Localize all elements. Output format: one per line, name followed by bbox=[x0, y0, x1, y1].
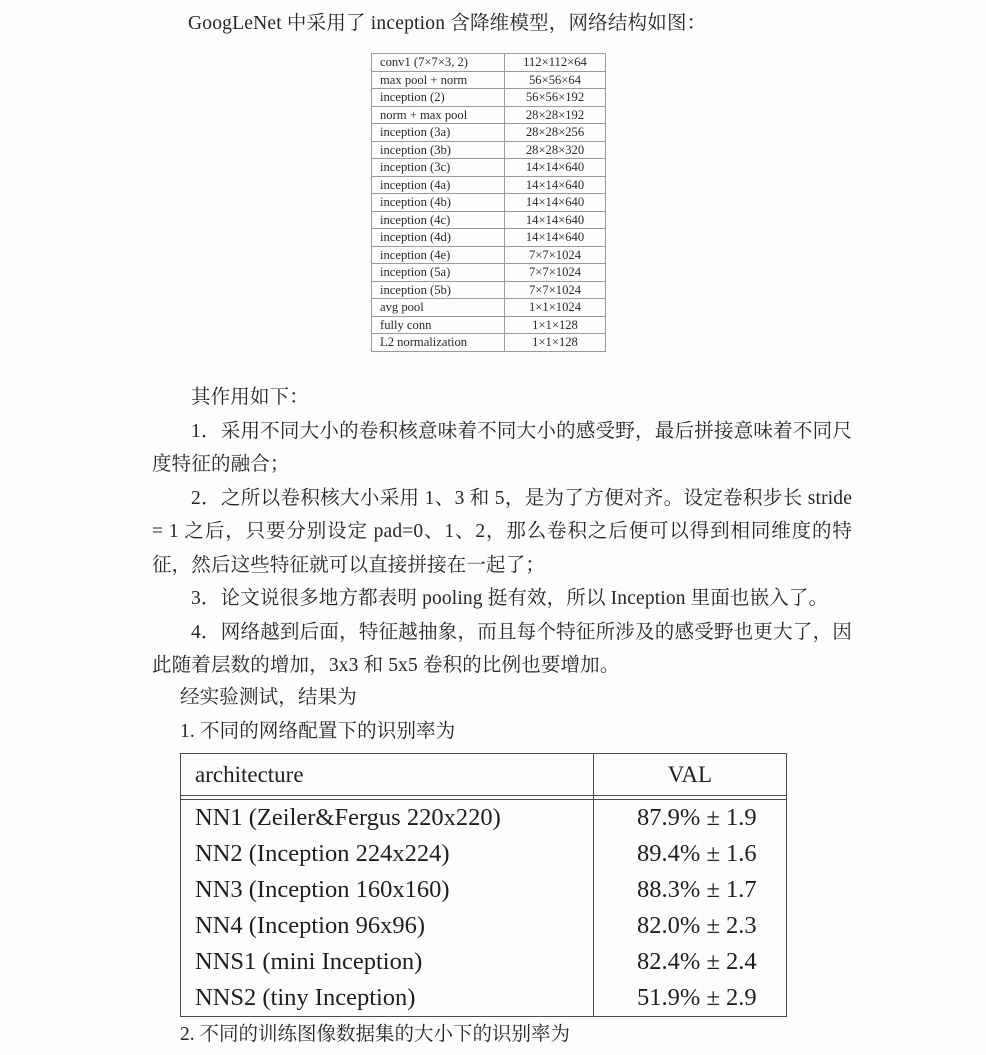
table-row bbox=[372, 159, 606, 177]
arch-shape-cell: 14×14×640 bbox=[505, 159, 606, 177]
val-results-table-container bbox=[180, 753, 787, 1017]
arch-layer-cell: avg pool bbox=[372, 299, 505, 317]
arch-layer-cell: max pool + norm bbox=[372, 71, 505, 89]
arch-layer-cell: norm + max pool bbox=[372, 106, 505, 124]
val-score-cell: 88.3% ± 1.7 bbox=[593, 872, 786, 908]
table-row bbox=[181, 980, 787, 1017]
explanation-paragraph-2: 2．之所以卷积核大小采用 1、3 和 5，是为了方便对齐。设定卷积步长 stride = 1 之后，只要分别设定 pad=0、1、2，那么卷积之后便可以得到相同维度的特征，然后这些特征就可以直接拼接在一起了； bbox=[152, 487, 852, 576]
val-architecture-cell: NN1 (Zeiler&Fergus 220x220) bbox=[181, 800, 594, 837]
arch-shape-cell: 56×56×64 bbox=[505, 71, 606, 89]
arch-shape-cell: 7×7×1024 bbox=[505, 281, 606, 299]
table-row bbox=[372, 316, 606, 334]
arch-layer-cell: inception (4b) bbox=[372, 194, 505, 212]
val-score-cell: 82.0% ± 2.3 bbox=[593, 908, 786, 944]
table-row bbox=[372, 299, 606, 317]
experiment-lead: 经实验测试，结果为 bbox=[180, 687, 357, 708]
table-row bbox=[181, 944, 787, 980]
explanation-paragraph-1: 1．采用不同大小的卷积核意味着不同大小的感受野，最后拼接意味着不同尺度特征的融合； bbox=[152, 420, 852, 475]
arch-shape-cell: 28×28×320 bbox=[505, 141, 606, 159]
val-architecture-cell: NN4 (Inception 96x96) bbox=[181, 908, 594, 944]
table-row bbox=[372, 281, 606, 299]
arch-layer-cell: inception (4d) bbox=[372, 229, 505, 247]
arch-shape-cell: 14×14×640 bbox=[505, 211, 606, 229]
val-results-table-body bbox=[181, 754, 787, 1017]
arch-layer-cell: inception (4e) bbox=[372, 246, 505, 264]
intro-line: GoogLeNet 中采用了 inception 含降维模型，网络结构如图： bbox=[188, 13, 707, 34]
arch-layer-cell: inception (5a) bbox=[372, 264, 505, 282]
arch-shape-cell: 1×1×128 bbox=[505, 334, 606, 352]
arch-layer-cell: conv1 (7×7×3, 2) bbox=[372, 54, 505, 72]
table-row bbox=[372, 264, 606, 282]
val-architecture-cell: NNS2 (tiny Inception) bbox=[181, 980, 594, 1017]
table-row bbox=[372, 71, 606, 89]
table-row bbox=[181, 800, 787, 837]
arch-shape-cell: 1×1×128 bbox=[505, 316, 606, 334]
arch-layer-cell: inception (4a) bbox=[372, 176, 505, 194]
arch-shape-cell: 112×112×64 bbox=[505, 54, 606, 72]
arch-shape-cell: 14×14×640 bbox=[505, 194, 606, 212]
results-lead-block bbox=[152, 681, 852, 748]
arch-shape-cell: 7×7×1024 bbox=[505, 264, 606, 282]
arch-shape-cell: 28×28×192 bbox=[505, 106, 606, 124]
arch-layer-cell: inception (5b) bbox=[372, 281, 505, 299]
arch-layer-cell: inception (3a) bbox=[372, 124, 505, 142]
arch-shape-cell: 28×28×256 bbox=[505, 124, 606, 142]
val-header-val: VAL bbox=[593, 754, 786, 796]
effects-lead: 其作用如下： bbox=[191, 387, 309, 408]
table-row bbox=[372, 106, 606, 124]
arch-layer-cell: inception (3c) bbox=[372, 159, 505, 177]
arch-shape-cell: 14×14×640 bbox=[505, 176, 606, 194]
table-row bbox=[372, 176, 606, 194]
architecture-table-body bbox=[372, 54, 606, 352]
table-row bbox=[372, 89, 606, 107]
arch-layer-cell: inception (3b) bbox=[372, 141, 505, 159]
val-score-cell: 82.4% ± 2.4 bbox=[593, 944, 786, 980]
val-architecture-cell: NN2 (Inception 224x224) bbox=[181, 836, 594, 872]
arch-layer-cell: fully conn bbox=[372, 316, 505, 334]
arch-shape-cell: 14×14×640 bbox=[505, 229, 606, 247]
result-item-2: 2. 不同的训练图像数据集的大小下的识别率为 bbox=[180, 1024, 571, 1045]
explanation-paragraph-4: 4．网络越到后面，特征越抽象，而且每个特征所涉及的感受野也更大了，因此随着层数的增加，3x3 和 5x5 卷积的比例也要增加。 bbox=[152, 621, 852, 676]
table-row bbox=[181, 908, 787, 944]
table-row bbox=[372, 194, 606, 212]
val-score-cell: 87.9% ± 1.9 bbox=[593, 800, 786, 837]
arch-layer-cell: inception (2) bbox=[372, 89, 505, 107]
val-header-architecture: architecture bbox=[181, 754, 594, 796]
val-score-cell: 89.4% ± 1.6 bbox=[593, 836, 786, 872]
table-row bbox=[181, 872, 787, 908]
table-row bbox=[372, 124, 606, 142]
val-score-cell: 51.9% ± 2.9 bbox=[593, 980, 786, 1017]
arch-layer-cell: inception (4c) bbox=[372, 211, 505, 229]
table-row bbox=[372, 211, 606, 229]
result-item-1: 1. 不同的网络配置下的识别率为 bbox=[180, 720, 456, 742]
table-row bbox=[372, 334, 606, 352]
table-row bbox=[372, 54, 606, 72]
architecture-table bbox=[371, 53, 606, 352]
arch-shape-cell: 56×56×192 bbox=[505, 89, 606, 107]
val-architecture-cell: NNS1 (mini Inception) bbox=[181, 944, 594, 980]
arch-shape-cell: 1×1×1024 bbox=[505, 299, 606, 317]
explanation-block bbox=[152, 381, 852, 683]
explanation-paragraph-3: 3．论文说很多地方都表明 pooling 挺有效，所以 Inception 里面也嵌入了。 bbox=[191, 588, 829, 609]
val-architecture-cell: NN3 (Inception 160x160) bbox=[181, 872, 594, 908]
val-results-table bbox=[180, 753, 787, 1017]
architecture-table-container bbox=[371, 53, 606, 352]
val-table-header-row bbox=[181, 754, 787, 796]
table-row bbox=[372, 141, 606, 159]
table-row bbox=[372, 246, 606, 264]
table-row bbox=[372, 229, 606, 247]
arch-layer-cell: L2 normalization bbox=[372, 334, 505, 352]
table-row bbox=[181, 836, 787, 872]
arch-shape-cell: 7×7×1024 bbox=[505, 246, 606, 264]
